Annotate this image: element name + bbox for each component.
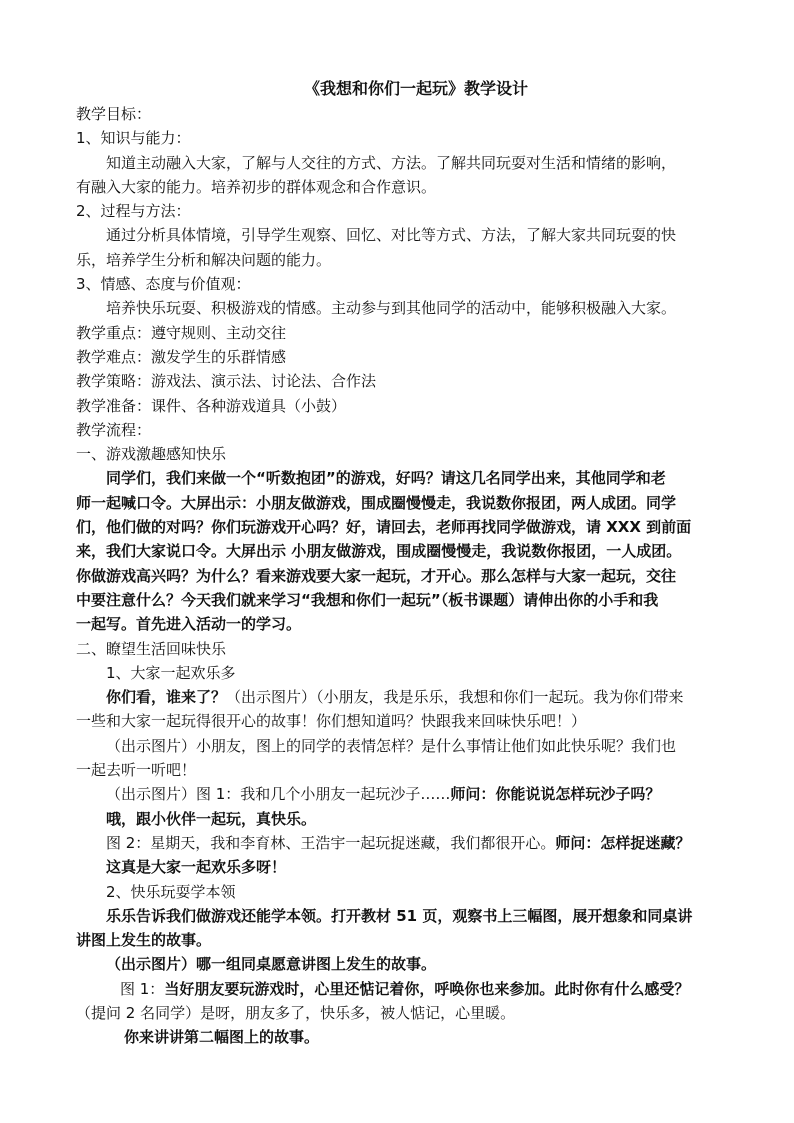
goal-1-label: 1、知识与能力： xyxy=(76,129,191,148)
difficulty: 教学难点：激发学生的乐群情感 xyxy=(76,347,287,366)
section-2-para-3-line-1 xyxy=(76,782,734,806)
key-point: 教学重点：遵守规则、主动交往 xyxy=(76,323,287,342)
section-2-para-8: 你来讲讲第二幅图上的故事。 xyxy=(124,1028,320,1047)
question-lead: 你们看，谁来了？ xyxy=(106,688,227,707)
section-2-para-6: （出示图片）哪一组同桌愿意讲图上发生的故事。 xyxy=(106,955,437,974)
goals-label: 教学目标： xyxy=(76,105,152,123)
figure-1-question: 当好朋友要玩游戏时，心里还惦记着你，呼唤你也来参加。此时你有什么感受？ xyxy=(164,979,690,998)
section-1-line-4: 来，我们大家说口令。大屏出示 小朋友做游戏，围成圈慢慢走，我说数你报团，一人成团。 xyxy=(76,542,682,561)
section-2-para-2-line-1: （出示图片）小朋友，图上的同学的表情怎样？是什么事情让他们如此快乐呢？我们也 xyxy=(106,736,677,755)
section-2-para-7-line-2: （提问 2 名同学）是呀，朋友多了，快乐多，被人惦记，心里暖。 xyxy=(76,1003,516,1022)
goal-1-text-line-1: 知道主动融入大家，了解与人交往的方式、方法。了解共同玩耍对生活和情绪的影响， xyxy=(106,153,677,172)
goal-2-text-line-1: 通过分析具体情境，引导学生观察、回忆、对比等方式、方法，了解大家共同玩耍的快 xyxy=(106,226,677,245)
section-1-line-1: 同学们，我们来做一个“听数抱团”的游戏，好吗？请这几名同学出来，其他同学和老 xyxy=(106,469,666,488)
goal-1-text-line-2: 有融入大家的能力。培养初步的群体观念和合作意识。 xyxy=(76,177,437,196)
picture-1-text: （出示图片）图 1：我和几个小朋友一起玩沙子…… xyxy=(106,785,451,804)
teacher-question-2: 师问：怎样捉迷藏？ xyxy=(555,833,691,852)
figure-1-label: 图 1： xyxy=(120,979,165,998)
section-2-para-7-line-1 xyxy=(76,977,734,1001)
section-1-line-2: 师一起喊口令。大屏出示：小朋友做游戏，围成圈慢慢走，我说数你报团，两人成团。同学 xyxy=(76,493,677,512)
flow-label: 教学流程： xyxy=(76,420,152,439)
section-2-para-1-line-2: 一些和大家一起玩得很开心的故事！你们想知道吗？快跟我来回味快乐吧！） xyxy=(76,712,587,731)
section-2-para-1-line-1 xyxy=(76,685,734,709)
section-2-title: 二、瞭望生活回味快乐 xyxy=(76,639,227,658)
goal-3-label: 3、情感、态度与价值观： xyxy=(76,275,251,294)
section-2-para-5-line-2: 讲图上发生的故事。 xyxy=(76,931,212,950)
section-1-line-7: 一起写。首先进入活动一的学习。 xyxy=(76,615,302,634)
section-1-line-3: 们，他们做的对吗？你们玩游戏开心吗？好，请回去，老师再找同学做游戏，请 XXX 到前面 xyxy=(76,518,692,537)
goal-2-label: 2、过程与方法： xyxy=(76,202,191,221)
para-1-rest: （出示图片）（小朋友，我是乐乐，我想和你们一起玩。我为你们带来 xyxy=(226,688,684,707)
teacher-question-1: 师问：你能说说怎样玩沙子吗？ xyxy=(450,785,661,804)
section-2-para-2-line-2: 一起去听一听吧！ xyxy=(76,761,197,780)
goal-2-text-line-2: 乐，培养学生分析和解决问题的能力。 xyxy=(76,250,332,269)
section-1-title: 一、游戏激趣感知快乐 xyxy=(76,445,227,464)
section-2-para-3-line-2: 哦，跟小伙伴一起玩，真快乐。 xyxy=(106,809,317,828)
section-2-para-4-line-2: 这真是大家一起欢乐多呀！ xyxy=(106,858,287,877)
section-1-line-6: 中要注意什么？今天我们就来学习“我想和你们一起玩”（板书课题）请伸出你的小手和我 xyxy=(76,590,659,609)
strategy: 教学策略：游戏法、演示法、讨论法、合作法 xyxy=(76,372,377,391)
document-title: 《我想和你们一起玩》教学设计 xyxy=(303,79,528,98)
section-2-sub-1: 1、大家一起欢乐多 xyxy=(106,663,236,682)
section-2-para-4-line-1 xyxy=(76,831,734,855)
section-2-sub-2: 2、快乐玩耍学本领 xyxy=(106,882,236,901)
section-1-line-5: 你做游戏高兴吗？为什么？看来游戏要大家一起玩，才开心。那么怎样与大家一起玩，交往 xyxy=(76,566,677,585)
preparation: 教学准备：课件、各种游戏道具（小鼓） xyxy=(76,396,347,415)
goal-3-text: 培养快乐玩耍、积极游戏的情感。主动参与到其他同学的活动中，能够积极融入大家。 xyxy=(106,299,677,318)
section-2-para-5-line-1: 乐乐告诉我们做游戏还能学本领。打开教材 51 页，观察书上三幅图，展开想象和同桌讲 xyxy=(106,906,693,925)
picture-2-text: 图 2：星期天，我和李育林、王浩宇一起玩捉迷藏，我们都很开心。 xyxy=(106,833,556,852)
